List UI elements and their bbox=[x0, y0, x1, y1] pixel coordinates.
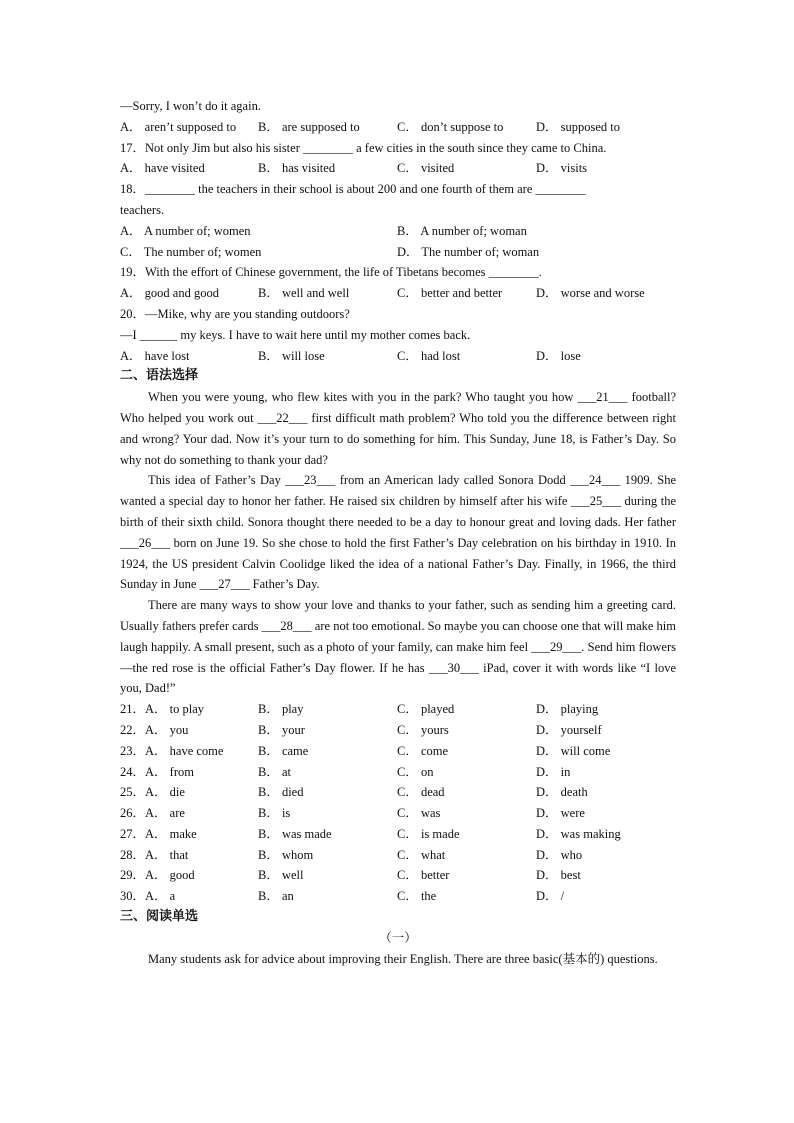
option-c: C． yours bbox=[397, 722, 449, 737]
section-2-title: 二、语法选择 bbox=[120, 368, 199, 384]
passage-paragraph-2: This idea of Father’s Day ___23___ from an American lady called Sonora Dodd ___24___ 1909. She wanted a special day to honor her father. He raised six children by himself after his wife ___25___ during the birth of their sixth child. Sonora thought there needed to be a day to honour great and loving dads. Her father ___26___ born on June 19. So she chose to hold the first Father’s Day celebration on his birthday in 1910. In 1924, the US president Calvin Coolidge liked the idea of a national Father’s Day. Finally, in 1966, the third Sunday in June ___27___ Father’s Day. bbox=[120, 473, 676, 592]
option-c: C． had lost bbox=[397, 348, 461, 363]
option-c: C． visited bbox=[397, 161, 455, 176]
option-c: C． played bbox=[397, 702, 455, 717]
option-a: 28．A． that bbox=[120, 847, 189, 862]
option-c: C． come bbox=[397, 743, 449, 758]
option-a: 25．A． die bbox=[120, 785, 185, 800]
option-b: B． A number of; woman bbox=[397, 223, 527, 238]
passage-paragraph-3: There are many ways to show your love and thanks to your father, such as sending him a greeting card. Usually fathers prefer cards ___28___ are not too emotional. So maybe you can choose one that will make him laugh happily. A small present, such as a photo of your family, can make him feel ___29___. Send him flowers—the red rose is the official Father’s Day flower. If he has ___30___ iPad, cover it with words like “I love you, Dad!” bbox=[120, 598, 676, 696]
option-d: D． The number of; woman bbox=[397, 244, 540, 259]
grammar-option-row bbox=[120, 782, 676, 803]
question-18: 18．________ the teachers in their school is about 200 and one fourth of them are ________ bbox=[120, 182, 586, 197]
option-b: B． will lose bbox=[258, 348, 325, 363]
grammar-option-row bbox=[120, 824, 676, 845]
option-a: 27．A． make bbox=[120, 826, 197, 841]
option-b: B． whom bbox=[258, 847, 314, 862]
passage-paragraph-1: When you were young, who flew kites with you in the park? Who taught you how ___21___ football? Who helped you work out ___22___ first difficult math problem? Who told you the difference between right and wrong? Your dad. Now it’s your turn to do something for him. This Sunday, June 18, is Father’s Day. So why not do something to thank your dad? bbox=[120, 390, 676, 467]
option-a: A． good and good bbox=[120, 286, 219, 301]
option-b: B． was made bbox=[258, 826, 332, 841]
q19-options bbox=[120, 283, 676, 304]
option-c: C． is made bbox=[397, 826, 460, 841]
option-b: B． is bbox=[258, 806, 291, 821]
option-d: D． will come bbox=[536, 743, 611, 758]
grammar-option-row bbox=[120, 762, 676, 783]
option-d: D． was making bbox=[536, 826, 621, 841]
grammar-option-row bbox=[120, 886, 676, 907]
grammar-option-row bbox=[120, 741, 676, 762]
section-3-title: 三、阅读单选 bbox=[120, 909, 199, 925]
option-d: D． were bbox=[536, 806, 585, 821]
option-c: C． don’t suppose to bbox=[397, 119, 504, 134]
option-d: D． visits bbox=[536, 161, 588, 176]
option-a: A． A number of; women bbox=[120, 223, 251, 238]
option-c: C． was bbox=[397, 806, 441, 821]
option-a: 23．A． have come bbox=[120, 743, 224, 758]
option-d: D． worse and worse bbox=[536, 286, 645, 301]
option-a: 29．A． good bbox=[120, 868, 195, 883]
option-a: A． have lost bbox=[120, 348, 190, 363]
option-d: D． best bbox=[536, 868, 581, 883]
q16-tail: —Sorry, I won’t do it again. bbox=[120, 99, 261, 113]
question-18-cont: teachers. bbox=[120, 202, 165, 217]
option-a: A． have visited bbox=[120, 161, 205, 176]
question-19: 19．With the effort of Chinese government, the life of Tibetans becomes ________. bbox=[120, 265, 542, 280]
option-b: B． your bbox=[258, 722, 305, 737]
option-c: C． The number of; women bbox=[120, 244, 262, 259]
question-20: 20．—Mike, why are you standing outdoors? bbox=[120, 306, 350, 321]
option-b: B． at bbox=[258, 764, 291, 779]
option-a: 24．A． from bbox=[120, 764, 194, 779]
q20-options bbox=[120, 346, 676, 367]
q18-options-row2 bbox=[120, 242, 676, 263]
option-b: B． play bbox=[258, 702, 304, 717]
q18-options-row1 bbox=[120, 221, 676, 242]
option-c: C． the bbox=[397, 889, 437, 904]
option-b: B． died bbox=[258, 785, 304, 800]
grammar-option-row bbox=[120, 865, 676, 886]
option-c: C． dead bbox=[397, 785, 445, 800]
option-c: C． what bbox=[397, 847, 446, 862]
option-c: C． on bbox=[397, 764, 434, 779]
option-d: D． lose bbox=[536, 348, 581, 363]
reading-paragraph-1: Many students ask for advice about improving their English. There are three basic(基本的) questions. bbox=[148, 951, 658, 966]
grammar-options-list bbox=[120, 699, 676, 907]
q16-options bbox=[120, 117, 676, 138]
option-b: B． well bbox=[258, 868, 304, 883]
option-c: C． better and better bbox=[397, 286, 503, 301]
question-20-cont: —I ______ my keys. I have to wait here until my mother comes back. bbox=[120, 327, 471, 342]
option-d: D． death bbox=[536, 785, 588, 800]
option-b: B． has visited bbox=[258, 161, 336, 176]
option-d: D． / bbox=[536, 889, 565, 904]
option-b: B． an bbox=[258, 889, 294, 904]
grammar-option-row bbox=[120, 720, 676, 741]
option-b: B． are supposed to bbox=[258, 119, 360, 134]
option-c: C． better bbox=[397, 868, 450, 883]
option-a: A． aren’t supposed to bbox=[120, 119, 237, 134]
option-d: D． playing bbox=[536, 702, 599, 717]
grammar-option-row bbox=[120, 699, 676, 720]
option-d: D． yourself bbox=[536, 722, 602, 737]
option-b: B． well and well bbox=[258, 286, 350, 301]
grammar-option-row bbox=[120, 845, 676, 866]
exam-page bbox=[120, 96, 676, 969]
option-b: B． came bbox=[258, 743, 309, 758]
reading-part-label: （一） bbox=[379, 930, 417, 945]
option-a: 30．A． a bbox=[120, 889, 176, 904]
question-17: 17．Not only Jim but also his sister ________ a few cities in the south since they came to China. bbox=[120, 140, 607, 155]
option-a: 21．A． to play bbox=[120, 702, 205, 717]
option-a: 22．A． you bbox=[120, 722, 189, 737]
option-d: D． in bbox=[536, 764, 571, 779]
option-d: D． supposed to bbox=[536, 119, 621, 134]
option-a: 26．A． are bbox=[120, 806, 185, 821]
grammar-option-row bbox=[120, 803, 676, 824]
option-d: D． who bbox=[536, 847, 583, 862]
q17-options bbox=[120, 158, 676, 179]
